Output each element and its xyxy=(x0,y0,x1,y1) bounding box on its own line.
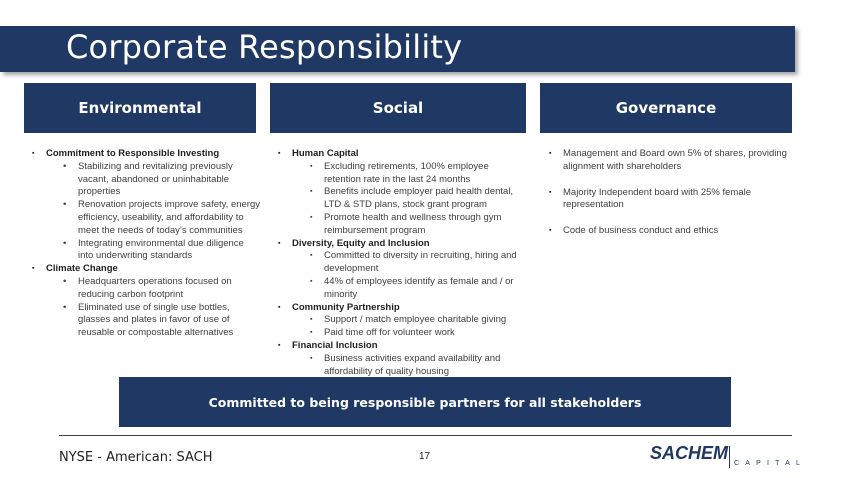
subitem-text: Renovation projects improve safety, energy efficiency, useability, and affordability to meet the needs of today’s communities xyxy=(78,199,260,236)
subitem-text: Headquarters operations focused on reducing carbon footprint xyxy=(78,275,232,300)
item-heading: Diversity, Equity and Inclusion xyxy=(292,237,430,249)
commitment-banner: Committed to being responsible partners for all stakeholders xyxy=(119,377,731,427)
list-subitem xyxy=(30,199,260,237)
subitem-text: Promote health and wellness through gym reimbursement program xyxy=(324,211,502,236)
dot-bullet-icon: • xyxy=(63,199,67,211)
page-number: 17 xyxy=(419,451,431,462)
list-subitem xyxy=(276,161,528,187)
list-subitem xyxy=(276,314,528,327)
social-column xyxy=(276,148,528,378)
square-bullet-icon: ▪ xyxy=(310,252,313,260)
square-bullet-icon: ▪ xyxy=(310,162,313,170)
square-bullet-icon: ▪ xyxy=(310,213,313,221)
list-item xyxy=(30,263,260,276)
square-bullet-icon: ▪ xyxy=(310,329,313,337)
item-text: Management and Board own 5% of shares, providing alignment with shareholders xyxy=(563,148,787,172)
subitem-text: Support / match employee charitable giving xyxy=(324,314,507,326)
list-item xyxy=(547,148,797,174)
item-heading: Community Partnership xyxy=(292,301,400,313)
subitem-text: Stabilizing and revitalizing previously vacant, abandoned or uninhabitable properties xyxy=(78,160,233,198)
governance-column xyxy=(547,148,797,251)
subitem-text: Eliminated use of single use bottles, glasses and plates in favor of use of reusable or compostable alternatives xyxy=(78,301,234,339)
square-bullet-icon: ▪ xyxy=(310,354,313,362)
square-bullet-icon: ▪ xyxy=(278,303,281,311)
environmental-column xyxy=(30,148,260,340)
governance-header: Governance xyxy=(540,83,792,133)
square-bullet-icon: ▪ xyxy=(32,265,35,273)
subitem-text: 44% of employees identify as female and / or minority xyxy=(324,275,514,300)
square-bullet-icon: ▪ xyxy=(278,239,281,247)
logo-divider xyxy=(729,446,730,468)
square-bullet-icon: ▪ xyxy=(549,227,552,235)
page-title: Corporate Responsibility xyxy=(66,28,463,66)
square-bullet-icon: ▪ xyxy=(310,316,313,324)
logo-wordmark: SACHEM xyxy=(650,443,729,463)
list-item xyxy=(276,148,528,161)
company-logo xyxy=(650,442,807,472)
item-text: Majority Independent board with 25% female representation xyxy=(563,186,752,211)
title-bar xyxy=(0,26,795,72)
list-item xyxy=(276,238,528,251)
subitem-text: Business activities expand availability and affordability of quality housing xyxy=(324,352,501,377)
item-heading: Commitment to Responsible Investing xyxy=(46,148,220,159)
list-subitem xyxy=(276,276,528,302)
ticker-label: NYSE - American: SACH xyxy=(59,450,213,465)
social-header: Social xyxy=(270,83,526,133)
list-subitem xyxy=(30,276,260,302)
list-subitem xyxy=(276,250,528,276)
dot-bullet-icon: • xyxy=(63,301,67,313)
subitem-text: Excluding retirements, 100% employee retention rate in the last 24 months xyxy=(324,160,489,185)
list-subitem xyxy=(30,238,260,264)
subitem-text: Benefits include employer paid health dental, LTD & STD plans, stock grant program xyxy=(324,186,514,211)
list-subitem xyxy=(276,353,528,379)
item-text: Code of business conduct and ethics xyxy=(563,225,719,237)
item-heading: Financial Inclusion xyxy=(292,339,378,351)
square-bullet-icon: ▪ xyxy=(549,150,552,157)
square-bullet-icon: ▪ xyxy=(278,341,281,349)
subitem-text: Committed to diversity in recruiting, hiring and development xyxy=(324,250,517,275)
square-bullet-icon: ▪ xyxy=(310,277,313,285)
item-heading: Climate Change xyxy=(46,263,118,275)
list-subitem xyxy=(30,161,260,199)
square-bullet-icon: ▪ xyxy=(549,188,552,196)
item-heading: Human Capital xyxy=(292,148,359,159)
square-bullet-icon: ▪ xyxy=(32,150,35,157)
list-item xyxy=(547,225,797,238)
dot-bullet-icon: • xyxy=(63,160,67,172)
list-item xyxy=(547,187,797,213)
logo-subtitle: CAPITAL xyxy=(734,460,807,467)
list-subitem xyxy=(276,186,528,212)
list-subitem xyxy=(276,327,528,340)
list-item xyxy=(276,302,528,315)
square-bullet-icon: ▪ xyxy=(310,188,313,196)
subitem-text: Integrating environmental due diligence into underwriting standards xyxy=(78,237,244,262)
footer-divider xyxy=(59,435,792,436)
environmental-header: Environmental xyxy=(24,83,256,133)
subitem-text: Paid time off for volunteer work xyxy=(324,327,455,339)
list-item xyxy=(276,340,528,353)
dot-bullet-icon: • xyxy=(63,237,67,249)
list-subitem xyxy=(276,212,528,238)
square-bullet-icon: ▪ xyxy=(278,150,281,157)
list-item xyxy=(30,148,260,161)
dot-bullet-icon: • xyxy=(63,275,67,287)
list-subitem xyxy=(30,302,260,340)
